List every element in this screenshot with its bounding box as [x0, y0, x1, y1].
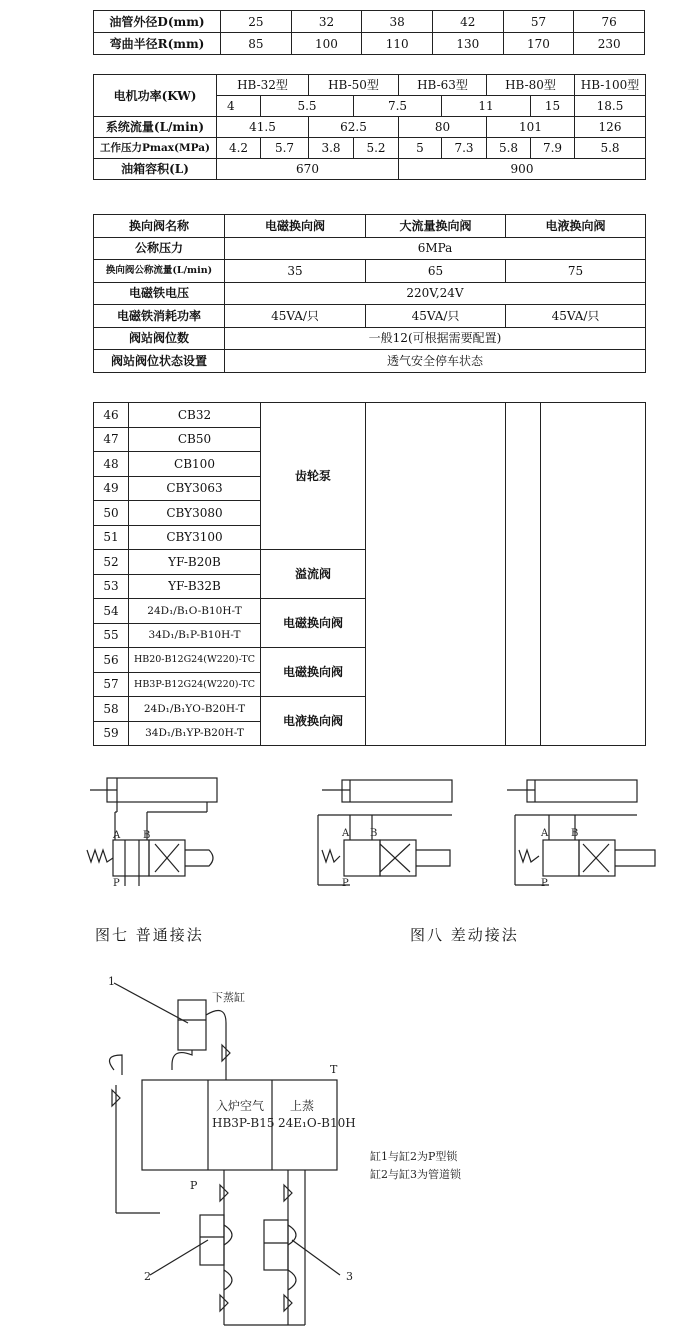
row-number: 49 [94, 476, 129, 501]
model-cell: CBY3080 [129, 501, 261, 526]
table-cell: 透气安全停车状态 [225, 350, 646, 373]
state-label: 阀站阀位状态设置 [94, 350, 225, 373]
pipe-diameter-label: 油管外径D(mm) [94, 11, 221, 33]
row-number: 59 [94, 721, 129, 746]
table-cell: 42 [432, 11, 503, 33]
table-cell: 4 [217, 96, 261, 117]
table-cell: 220V,24V [225, 282, 646, 305]
table-cell: 76 [574, 11, 645, 33]
system-diagram [100, 975, 520, 1340]
port-label-p: P [113, 878, 120, 889]
port-label-p: P [342, 878, 349, 889]
motor-power-label: 电机功率(KW) [94, 75, 217, 117]
model-cell: HB20-B12G24(W220)-TC [129, 648, 261, 673]
table-cell: 38 [362, 11, 433, 33]
table-cell: 32 [291, 11, 362, 33]
model-header: HB-63型 [399, 75, 487, 96]
group-electrohydraulic-valve: 电液换向阀 [261, 697, 366, 746]
row-number: 52 [94, 550, 129, 575]
table-cell: 7.5 [354, 96, 442, 117]
table-cell: 126 [575, 117, 646, 138]
flow-label: 系统流量(L/min) [94, 117, 217, 138]
tank-label: 油箱容积(L) [94, 159, 217, 180]
table-cell: 45VA/只 [506, 305, 646, 328]
table-cell: 41.5 [217, 117, 309, 138]
table-cell: 65 [366, 260, 506, 283]
table-cell: 85 [221, 33, 292, 55]
nominal-flow-label: 换向阀公称流量(L/min) [94, 260, 225, 283]
blank-cell [541, 403, 646, 746]
motor-power-table [93, 74, 646, 180]
nominal-pressure-label: 公称压力 [94, 237, 225, 260]
table-cell: 170 [503, 33, 574, 55]
table-cell: 130 [432, 33, 503, 55]
table-cell: 7.9 [531, 138, 575, 159]
blank-cell [366, 403, 506, 746]
table-cell: 45VA/只 [225, 305, 366, 328]
port-label-b: B [370, 828, 378, 839]
table-cell: 6MPa [225, 237, 646, 260]
table-cell: 5.2 [354, 138, 399, 159]
parts-list-table [93, 402, 646, 746]
model-cell: CB50 [129, 427, 261, 452]
model-cell: CBY3063 [129, 476, 261, 501]
table-row [94, 33, 645, 55]
row-number: 55 [94, 623, 129, 648]
circuit-normal [85, 770, 245, 890]
table-cell: 25 [221, 11, 292, 33]
model-header: HB-100型 [575, 75, 646, 96]
table-cell: 15 [531, 96, 575, 117]
table-cell: 电磁换向阀 [225, 215, 366, 238]
model-cell: YF-B20B [129, 550, 261, 575]
row-number: 56 [94, 648, 129, 673]
model-cell: 34D₁/B₁P-B10H-T [129, 623, 261, 648]
voltage-label: 电磁铁电压 [94, 282, 225, 305]
row-number: 53 [94, 574, 129, 599]
model-cell: 24D₁/B₁YO-B20H-T [129, 697, 261, 722]
table-row [94, 237, 646, 260]
table-row [94, 282, 646, 305]
model-cell: YF-B32B [129, 574, 261, 599]
table-row [94, 350, 646, 373]
table-cell: 大流量换向阀 [366, 215, 506, 238]
positions-label: 阀站阀位数 [94, 327, 225, 350]
note-pipe-lock: 缸2与缸3为管道锁 [370, 1168, 461, 1181]
circuit-differential-2 [505, 770, 660, 890]
table-cell: 110 [362, 33, 433, 55]
table-row [94, 260, 646, 283]
pressure-label: 工作压力Pmax(MPa) [94, 138, 217, 159]
row-number: 57 [94, 672, 129, 697]
label-cylinder-1: 1 [108, 975, 115, 988]
model-cell: HB3P-B12G24(W220)-TC [129, 672, 261, 697]
model-cell: CB100 [129, 452, 261, 477]
table-row [94, 138, 646, 159]
blank-cell [506, 403, 541, 746]
table-row [94, 403, 646, 428]
table-cell: 18.5 [575, 96, 646, 117]
table-cell: 670 [217, 159, 399, 180]
table-cell: 900 [399, 159, 646, 180]
label-tank-t: T [330, 1063, 338, 1076]
label-cylinder-3: 3 [346, 1270, 353, 1283]
port-label-p: P [541, 878, 548, 889]
table-cell: 75 [506, 260, 646, 283]
table-cell: 62.5 [309, 117, 399, 138]
label-pump-p: P [190, 1179, 198, 1192]
table-row [94, 327, 646, 350]
valve-2-model: 24E₁O-B10H [278, 1116, 356, 1130]
label-cylinder-2: 2 [144, 1270, 151, 1283]
port-label-a: A [113, 830, 121, 841]
figure-8-caption: 图八 差动接法 [410, 926, 519, 944]
table-cell: 230 [574, 33, 645, 55]
row-number: 48 [94, 452, 129, 477]
label-lower-cylinder: 下蒸缸 [212, 991, 245, 1004]
figure-7-caption: 图七 普通接法 [95, 926, 204, 944]
model-cell: CB32 [129, 403, 261, 428]
port-label-b: B [143, 830, 151, 841]
table-row [94, 215, 646, 238]
table-cell: 80 [399, 117, 487, 138]
table-cell: 45VA/只 [366, 305, 506, 328]
model-cell: 34D₁/B₁YP-B20H-T [129, 721, 261, 746]
table-row [94, 305, 646, 328]
table-cell: 100 [291, 33, 362, 55]
valve-1-model: HB3P-B15 [212, 1116, 275, 1130]
model-header: HB-32型 [217, 75, 309, 96]
table-row [94, 117, 646, 138]
table-row [94, 75, 646, 96]
model-header: HB-50型 [309, 75, 399, 96]
table-cell: 5.7 [261, 138, 309, 159]
model-cell: 24D₁/B₁O-B10H-T [129, 599, 261, 624]
table-cell: 5 [399, 138, 442, 159]
circuit-differential-1 [310, 770, 460, 890]
valve-2-name: 上蒸 [290, 1099, 315, 1113]
valve-name-label: 换向阀名称 [94, 215, 225, 238]
row-number: 50 [94, 501, 129, 526]
row-number: 54 [94, 599, 129, 624]
table-cell: 101 [487, 117, 575, 138]
table-cell: 电液换向阀 [506, 215, 646, 238]
row-number: 51 [94, 525, 129, 550]
table-cell: 35 [225, 260, 366, 283]
group-solenoid-valve: 电磁换向阀 [261, 599, 366, 648]
power-consumption-label: 电磁铁消耗功率 [94, 305, 225, 328]
port-label-a: A [342, 828, 350, 839]
table-cell: 57 [503, 11, 574, 33]
row-number: 46 [94, 403, 129, 428]
valve-1-name: 入炉空气 [216, 1099, 265, 1113]
table-cell: 5.8 [575, 138, 646, 159]
table-cell: 5.8 [487, 138, 531, 159]
table-cell: 7.3 [442, 138, 487, 159]
row-number: 58 [94, 697, 129, 722]
table-cell: 5.5 [261, 96, 354, 117]
group-solenoid-valve: 电磁换向阀 [261, 648, 366, 697]
group-relief-valve: 溢流阀 [261, 550, 366, 599]
model-header: HB-80型 [487, 75, 575, 96]
note-p-lock: 缸1与缸2为P型锁 [370, 1150, 458, 1163]
port-label-a: A [541, 828, 549, 839]
model-cell: CBY3100 [129, 525, 261, 550]
pipe-size-table [93, 10, 645, 55]
table-row [94, 159, 646, 180]
group-gear-pump: 齿轮泵 [261, 403, 366, 550]
row-number: 47 [94, 427, 129, 452]
table-row [94, 11, 645, 33]
valve-spec-table [93, 214, 646, 373]
port-label-b: B [571, 828, 579, 839]
table-cell: 4.2 [217, 138, 261, 159]
table-cell: 3.8 [309, 138, 354, 159]
table-cell: 一般12(可根据需要配置) [225, 327, 646, 350]
table-cell: 11 [442, 96, 531, 117]
bend-radius-label: 弯曲半径R(mm) [94, 33, 221, 55]
